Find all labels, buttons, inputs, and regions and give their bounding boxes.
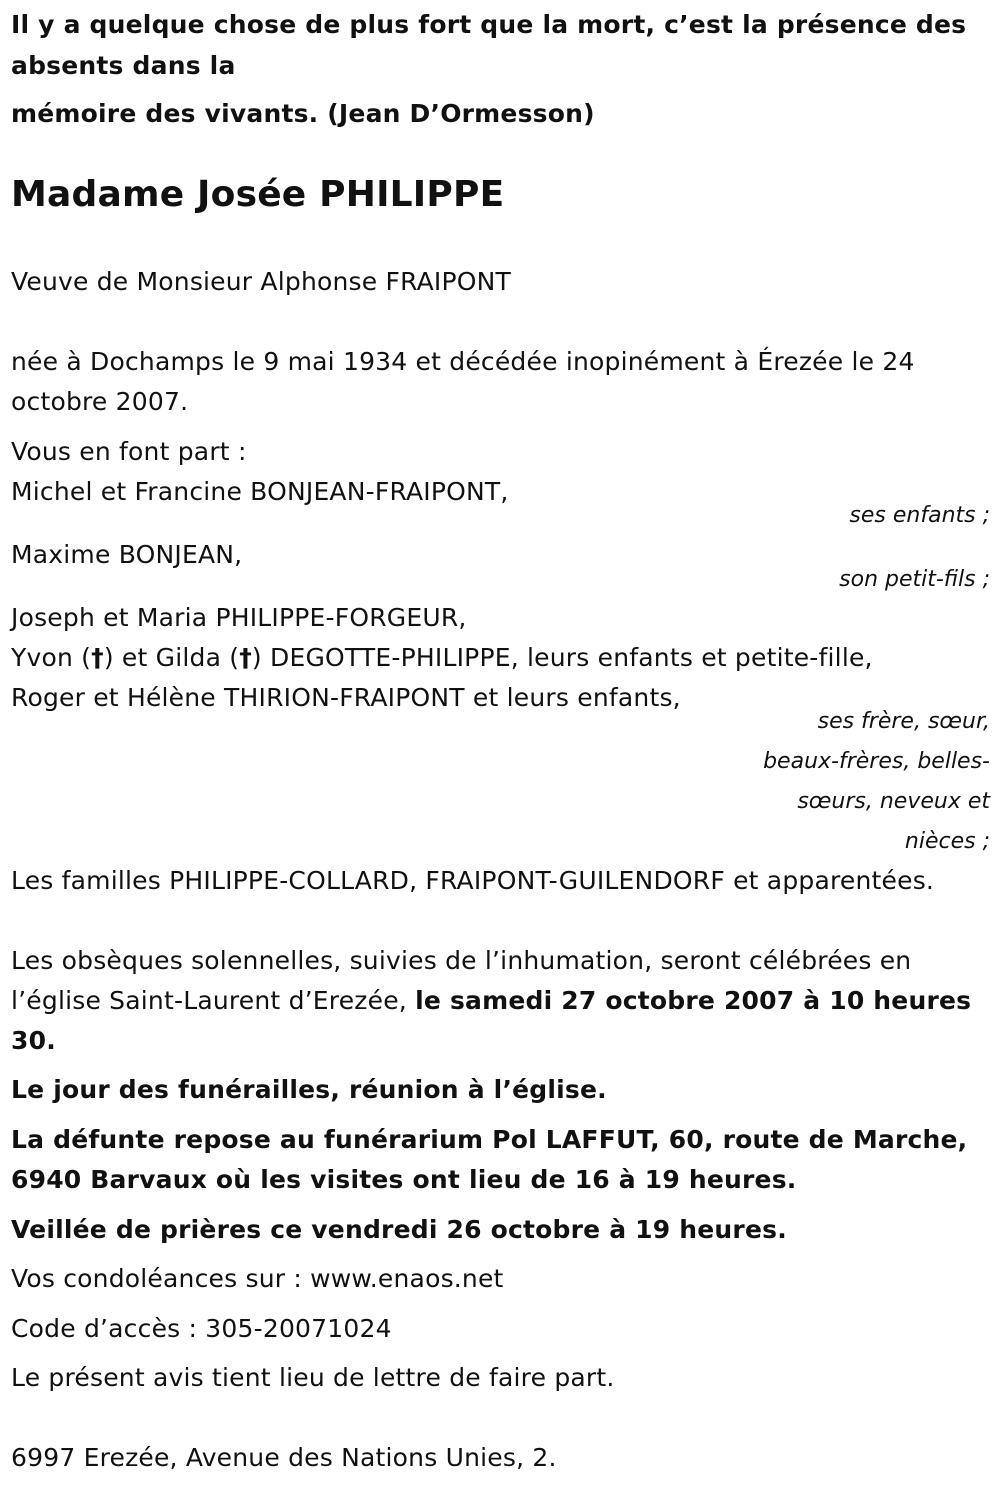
sibling-line-3: Roger et Hélène THIRION-FRAIPONT et leurs enfants, xyxy=(11,683,681,712)
ceremony-line-2 xyxy=(11,986,971,1016)
rest-line-1: La défunte repose au funérarium Pol LAFFUT, 60, route de Marche, xyxy=(11,1125,968,1154)
vigil-line: Veillée de prières ce vendredi 26 octobre à 19 heures. xyxy=(11,1215,787,1244)
access-code-line: Code d’accès : 305-20071024 xyxy=(11,1314,392,1343)
condolences-line: Vos condoléances sur : www.enaos.net xyxy=(11,1264,504,1293)
quote-line-3: mémoire des vivants. (Jean D’Ormesson) xyxy=(11,99,595,128)
grandchild-role: son petit-fils ; xyxy=(839,567,990,592)
sibling-line-2-end: ) DEGOTTE-PHILIPPE, leurs enfants et petite-fille, xyxy=(251,643,873,672)
sibling-line-1: Joseph et Maria PHILIPPE-FORGEUR, xyxy=(11,603,467,632)
rest-line-2: 6940 Barvaux où les visites ont lieu de 16 à 19 heures. xyxy=(11,1165,797,1194)
grandchild-name: Maxime BONJEAN, xyxy=(11,540,243,569)
families-line: Les familles PHILIPPE-COLLARD, FRAIPONT-GUILENDORF et apparentées. xyxy=(11,866,935,895)
siblings-role-1: ses frère, sœur, xyxy=(817,709,990,734)
ceremony-line-3: 30. xyxy=(11,1026,56,1055)
sibling-line-2 xyxy=(11,643,873,673)
children-names: Michel et Francine BONJEAN-FRAIPONT, xyxy=(11,477,509,506)
siblings-role-3: sœurs, neveux et xyxy=(797,789,990,814)
quote-line-2: absents dans la xyxy=(11,51,236,80)
ceremony-church: l’église Saint-Laurent d’Erezée, xyxy=(11,986,407,1015)
cross-icon: † xyxy=(239,643,252,672)
sibling-line-2-mid: ) et Gilda ( xyxy=(103,643,240,672)
children-role: ses enfants ; xyxy=(849,503,990,528)
siblings-role-4: nièces ; xyxy=(904,829,990,854)
address-line: 6997 Erezée, Avenue des Nations Unies, 2. xyxy=(11,1443,557,1472)
ceremony-date: le samedi 27 octobre 2007 à 10 heures xyxy=(415,986,972,1015)
deceased-name: Madame Josée PHILIPPE xyxy=(11,174,505,215)
ceremony-line-1: Les obsèques solennelles, suivies de l’inhumation, seront célébrées en xyxy=(11,946,912,975)
birth-death-line-1: née à Dochamps le 9 mai 1934 et décédée inopinément à Érezée le 24 xyxy=(11,347,915,376)
birth-death-line-2: octobre 2007. xyxy=(11,387,189,416)
sibling-line-2-start: Yvon ( xyxy=(11,643,92,672)
family-intro: Vous en font part : xyxy=(11,437,247,466)
widow-of: Veuve de Monsieur Alphonse FRAIPONT xyxy=(11,267,512,296)
siblings-role-2: beaux-frères, belles- xyxy=(763,749,990,774)
quote-line-1: Il y a quelque chose de plus fort que la mort, c’est la présence des xyxy=(11,10,967,39)
notice-line: Le présent avis tient lieu de lettre de faire part. xyxy=(11,1363,615,1392)
cross-icon: † xyxy=(91,643,104,672)
meeting-line: Le jour des funérailles, réunion à l’église. xyxy=(11,1075,607,1104)
